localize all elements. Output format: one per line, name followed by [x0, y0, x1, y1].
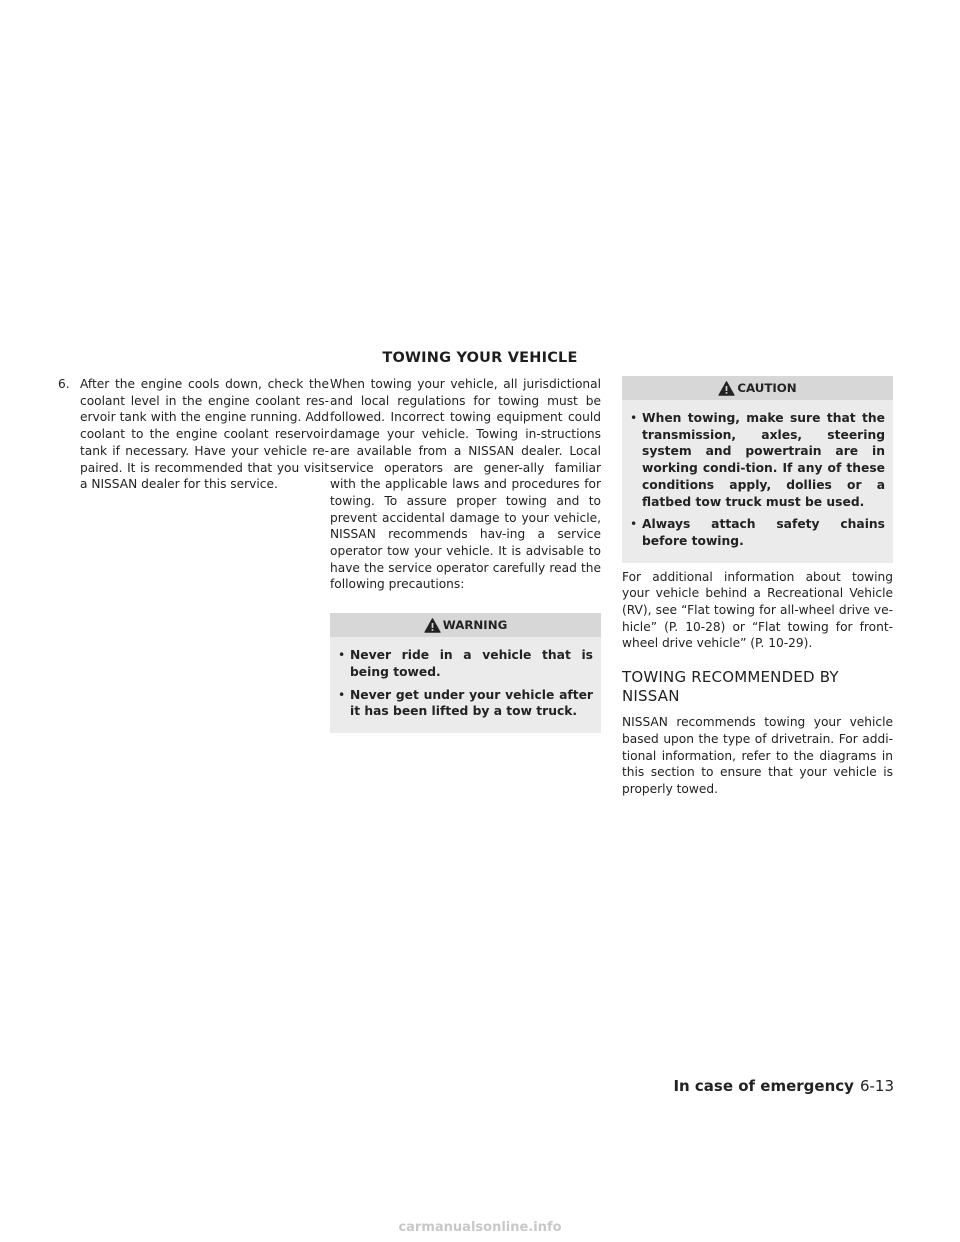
warning-item-text: Never ride in a vehicle that is being towed. [350, 648, 593, 679]
step-text: After the engine cools down, check the coolant level in the engine coolant res-ervoir tank with the engine running. Add coolant to the engine coolant reservoir tank if necessary. Have your vehicle re-paired. It is recommended that you visit a NISSAN dealer for this service. [80, 377, 329, 492]
flat-towing-paragraph: For additional information about towing your vehicle behind a Recreational Vehicle (RV), see “Flat towing for all-wheel drive ve-hicle” (P. 10-28) or “Flat towing for front-wheel drive vehicle” (P. 10-29). [622, 569, 893, 651]
caution-item [630, 516, 885, 549]
warning-box [330, 613, 601, 733]
caution-body [622, 400, 893, 563]
bullet-icon: • [630, 411, 638, 425]
warning-body [330, 637, 601, 733]
chapter-title: In case of emergency [673, 1077, 854, 1095]
watermark: carmanualsonline.info [398, 1220, 562, 1235]
numbered-step [58, 376, 329, 493]
recommend-paragraph: NISSAN recommends towing your vehicle based upon the type of drivetrain. For addi-tional information, refer to the diagrams in this section to ensure that your vehicle is properly towed. [622, 715, 893, 796]
subheading-line-1: TOWING RECOMMENDED BY [622, 668, 839, 687]
warning-header [330, 613, 601, 637]
warning-item [338, 647, 593, 680]
page-footer [673, 1077, 894, 1095]
caution-item [630, 410, 885, 510]
caution-item-text: When towing, make sure that the transmission, axles, steering system and powertrain are in working condi-tion. If any of these conditions apply, dollies or a flatbed tow truck must be used. [642, 411, 885, 509]
subheading-line-2: NISSAN [622, 687, 680, 706]
warning-label: WARNING [442, 617, 508, 632]
caution-box [622, 376, 893, 563]
warning-item-text: Never get under your vehicle after it has been lifted by a tow truck. [350, 687, 593, 719]
caution-item-text: Always attach safety chains before towing. [642, 517, 885, 548]
bullet-icon: • [630, 517, 638, 532]
warning-triangle-icon [424, 618, 441, 633]
column-2 [330, 376, 601, 733]
column-3 [622, 376, 893, 798]
towing-intro-paragraph: When towing your vehicle, all jurisdictional and local regulations for towing must be followed. Incorrect towing equipment could damage your vehicle. Towing in-structions are available from a NISSAN dealer. Local service operators are gener-ally familiar with the applicable laws and procedures for towing. To assure proper towing and to prevent accidental damage to your vehicle, NISSAN recommends hav-ing a service operator tow your vehicle. It is advisable to have the service operator carefully read the following precautions: [330, 377, 601, 592]
page-number: 6-13 [859, 1077, 894, 1095]
warning-item [338, 687, 593, 720]
step-number: 6. [58, 377, 70, 391]
warning-triangle-icon [718, 381, 735, 396]
section-title: TOWING YOUR VEHICLE [382, 350, 578, 366]
towing-recommended-heading [622, 668, 893, 706]
bullet-icon: • [338, 648, 346, 663]
bullet-icon: • [338, 687, 346, 702]
column-1 [58, 376, 329, 493]
caution-label: CAUTION [737, 380, 797, 395]
caution-header [622, 376, 893, 400]
